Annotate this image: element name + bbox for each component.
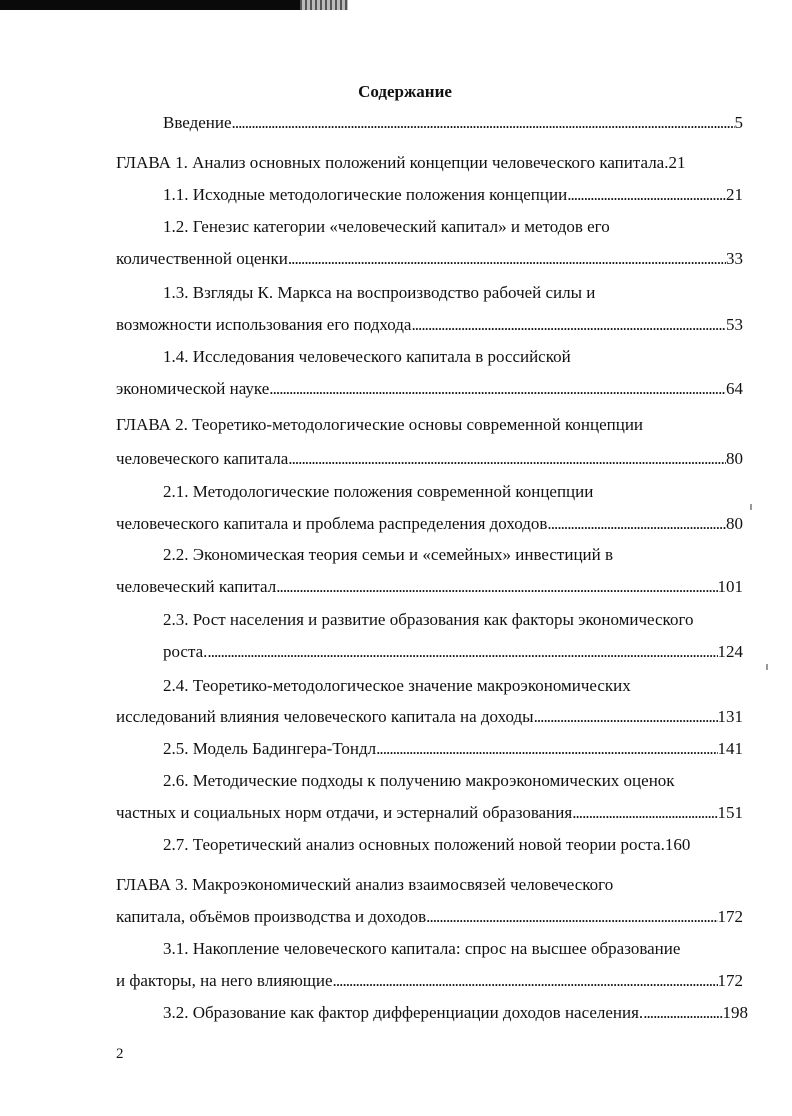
toc-entry-2-1-cont[interactable] (116, 512, 743, 536)
toc-entry-text: человеческого капитала (116, 449, 289, 468)
toc-entry-text: 2.2. Экономическая теория семьи и «семейных» инвестиций в (163, 545, 614, 564)
toc-entry-1-2-cont[interactable] (116, 247, 743, 271)
toc-entry-chapter-2[interactable] (116, 413, 756, 437)
toc-entry-2-6[interactable] (163, 769, 743, 793)
toc-entry-chapter-1[interactable] (116, 151, 756, 175)
dot-leader (547, 512, 726, 536)
dot-leader (376, 737, 717, 761)
dot-leader (411, 313, 726, 337)
toc-entry-text: исследований влияния человеческого капитала на доходы (116, 707, 534, 726)
toc-entry-text: ГЛАВА 2. Теоретико-методологические основы современной концепции (116, 415, 644, 434)
toc-entry-1-3[interactable] (163, 281, 743, 305)
toc-entry-page: 141 (717, 739, 743, 758)
toc-entry-page: 80 (726, 449, 743, 468)
page-title: Содержание (358, 82, 452, 101)
toc-entry-introduction[interactable] (163, 111, 743, 135)
dot-leader (269, 377, 726, 401)
dot-leader (276, 575, 717, 599)
toc-entry-2-2[interactable] (163, 543, 743, 567)
toc-entry-3-2[interactable] (163, 1001, 748, 1025)
toc-entry-text: человеческого капитала и проблема распределения доходов (116, 514, 548, 533)
toc-entry-chapter-3-cont[interactable] (116, 905, 743, 929)
toc-entry-1-4-cont[interactable] (116, 377, 743, 401)
toc-entry-1-1[interactable] (163, 183, 743, 207)
toc-entry-text: 1.4. Исследования человеческого капитала в российской (163, 347, 571, 366)
toc-entry-text: Введение (163, 113, 232, 132)
page-number: 2 (116, 1046, 124, 1062)
toc-entry-1-3-cont[interactable] (116, 313, 743, 337)
toc-entry-text: частных и социальных норм отдачи, и эстерналий образования (116, 803, 573, 822)
toc-entry-page: 131 (717, 707, 743, 726)
toc-entry-page: 198 (722, 1003, 748, 1022)
toc-entry-2-3[interactable] (163, 608, 763, 632)
toc-entry-page: 33 (726, 249, 743, 268)
dot-leader (207, 640, 717, 664)
toc-entry-text: возможности использования его подхода (116, 315, 412, 334)
toc-entry-text: роста. (163, 642, 208, 661)
toc-entry-text: 2.4. Теоретико-методологическое значение макроэкономических (163, 676, 631, 695)
dot-leader (426, 905, 717, 929)
toc-entry-text: ГЛАВА 1. Анализ основных положений концепции человеческого капитала. (116, 153, 669, 172)
toc-entry-page: 5 (734, 113, 743, 132)
toc-entry-text: и факторы, на него влияющие (116, 971, 333, 990)
toc-entry-text: 3.2. Образование как фактор дифференциации доходов населения. (163, 1003, 644, 1022)
toc-entry-text: капитала, объёмов производства и доходов (116, 907, 427, 926)
toc-entry-2-6-cont[interactable] (116, 801, 743, 825)
toc-entry-text: 3.1. Накопление человеческого капитала: спрос на высшее образование (163, 939, 681, 958)
toc-entry-text: 2.6. Методические подходы к получению макроэкономических оценок (163, 771, 675, 790)
dot-leader (572, 801, 717, 825)
toc-entry-page: 21 (726, 185, 743, 204)
toc-entry-text: ГЛАВА 3. Макроэкономический анализ взаимосвязей человеческого (116, 875, 614, 894)
scan-speck (766, 664, 768, 670)
dot-leader (567, 183, 726, 207)
dot-leader (643, 1001, 722, 1025)
toc-entry-2-7[interactable] (163, 833, 763, 857)
toc-entry-2-4-cont[interactable] (116, 705, 743, 729)
toc-entry-page: 124 (717, 642, 743, 661)
toc-entry-2-5[interactable] (163, 737, 743, 761)
toc-entry-text: экономической науке (116, 379, 270, 398)
toc-entry-text: 2.3. Рост населения и развитие образования как факторы экономического (163, 610, 694, 629)
toc-entry-page: 53 (726, 315, 743, 334)
toc-entry-text: 1.2. Генезис категории «человеческий капитал» и методов его (163, 217, 610, 236)
toc-entry-page: 151 (717, 803, 743, 822)
toc-entry-page: 172 (717, 971, 743, 990)
toc-entry-chapter-3[interactable] (116, 873, 756, 897)
toc-entry-page: 101 (717, 577, 743, 596)
dot-leader (288, 447, 726, 471)
toc-entry-text: 2.5. Модель Бадингера-Тондл (163, 739, 377, 758)
toc-entry-page: 80 (726, 514, 743, 533)
toc-entry-1-2[interactable] (163, 215, 743, 239)
toc-entry-text: 2.1. Методологические положения современной концепции (163, 482, 594, 501)
toc-entry-2-3-cont[interactable] (163, 640, 743, 664)
scan-speck (750, 504, 752, 510)
dot-leader (333, 969, 718, 993)
toc-entry-3-1-cont[interactable] (116, 969, 743, 993)
dot-leader (232, 111, 735, 135)
toc-entry-page: 64 (726, 379, 743, 398)
toc-entry-chapter-2-cont[interactable] (116, 447, 743, 471)
toc-entry-text: 1.1. Исходные методологические положения концепции (163, 185, 568, 204)
dot-leader (534, 705, 718, 729)
toc-entry-text: человеческий капитал (116, 577, 277, 596)
toc-entry-page: 160 (664, 835, 691, 854)
toc-entry-text: 2.7. Теоретический анализ основных положений новой теории роста. (163, 835, 665, 854)
toc-entry-2-1[interactable] (163, 480, 743, 504)
dot-leader (288, 247, 726, 271)
toc-entry-2-4[interactable] (163, 674, 743, 698)
toc-entry-1-4[interactable] (163, 345, 743, 369)
toc-entry-2-2-cont[interactable] (116, 575, 743, 599)
toc-entry-text: количественной оценки (116, 249, 288, 268)
toc-entry-3-1[interactable] (163, 937, 763, 961)
toc-entry-page: 21 (668, 153, 686, 172)
toc-entry-page: 172 (717, 907, 743, 926)
toc-entry-text: 1.3. Взгляды К. Маркса на воспроизводство рабочей силы и (163, 283, 596, 302)
